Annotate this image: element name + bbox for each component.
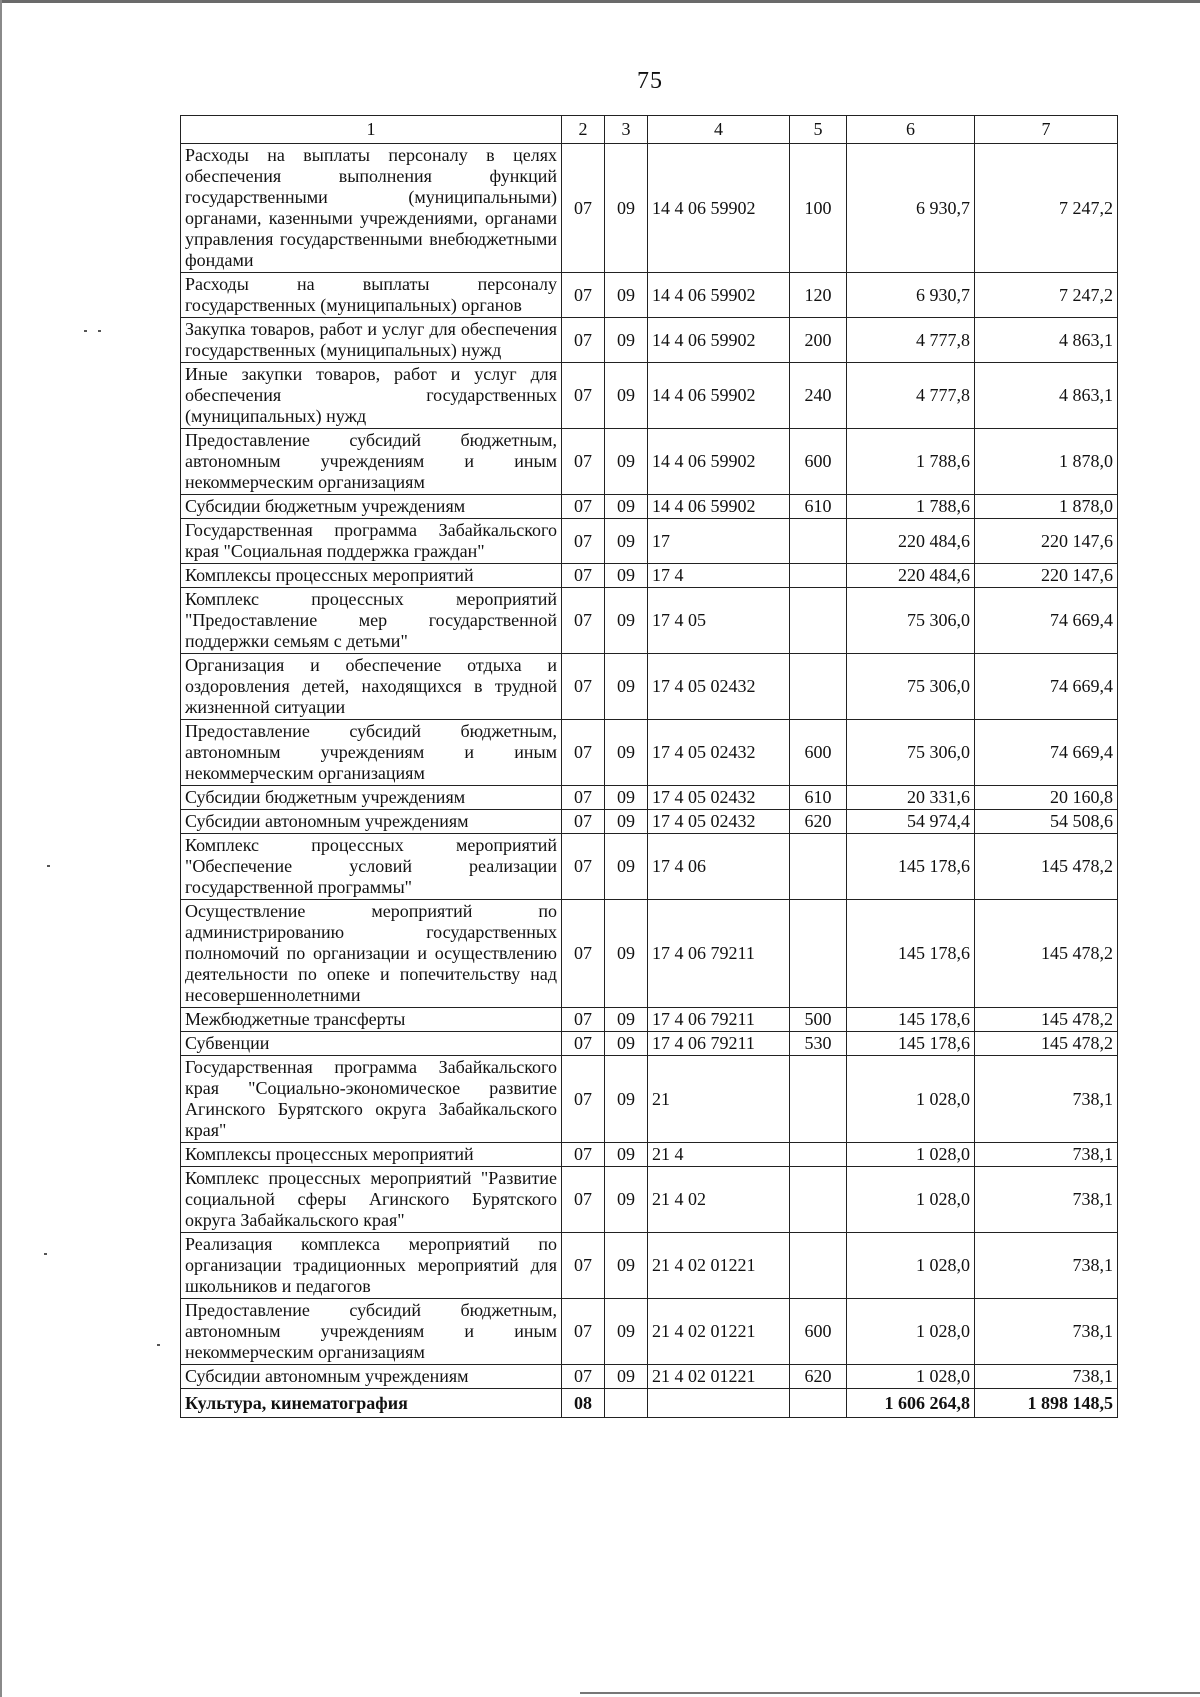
expense-type-code [790,519,847,564]
target-article-code: 17 4 05 02432 [648,654,790,720]
amount-col6: 75 306,0 [847,720,975,786]
section-code: 07 [562,1167,605,1233]
header-cell: 3 [605,116,648,144]
table-row [181,1143,1118,1167]
table-row [181,363,1118,429]
expense-type-code [790,900,847,1008]
row-name: Межбюджетные трансферты [181,1008,562,1032]
section-code: 07 [562,810,605,834]
row-name: Предоставление субсидий бюджетным, автономным учреждениям и иным некоммерческим организациям [181,1299,562,1365]
row-name: Субсидии бюджетным учреждениям [181,495,562,519]
subsection-code: 09 [605,564,648,588]
header-cell: 1 [181,116,562,144]
amount-col6: 1 028,0 [847,1233,975,1299]
target-article-code: 21 4 02 01221 [648,1233,790,1299]
subsection-code: 09 [605,1233,648,1299]
amount-col7: 738,1 [975,1143,1118,1167]
amount-col7: 7 247,2 [975,273,1118,318]
row-name: Субсидии автономным учреждениям [181,810,562,834]
table-row [181,1365,1118,1389]
scan-speck [84,330,87,332]
section-code: 07 [562,1032,605,1056]
row-name: Расходы на выплаты персоналу государственных (муниципальных) органов [181,273,562,318]
page-bottom-edge [580,1692,1200,1694]
amount-col6: 1 028,0 [847,1167,975,1233]
total-subsection-code [605,1389,648,1418]
total-section-code: 08 [562,1389,605,1418]
expense-type-code: 120 [790,273,847,318]
expense-type-code: 200 [790,318,847,363]
subsection-code: 09 [605,363,648,429]
expense-type-code [790,564,847,588]
expense-type-code: 530 [790,1032,847,1056]
section-code: 07 [562,1233,605,1299]
header-cell: 5 [790,116,847,144]
amount-col6: 4 777,8 [847,318,975,363]
total-expense-type [790,1389,847,1418]
table-header-row [181,116,1118,144]
table-row [181,654,1118,720]
expense-type-code: 610 [790,495,847,519]
amount-col7: 738,1 [975,1167,1118,1233]
section-code: 07 [562,1299,605,1365]
amount-col6: 220 484,6 [847,519,975,564]
section-code: 07 [562,363,605,429]
page-number: 75 [637,68,663,94]
table-row [181,1056,1118,1143]
table-row [181,834,1118,900]
table-row [181,318,1118,363]
subsection-code: 09 [605,1299,648,1365]
target-article-code: 21 4 02 01221 [648,1299,790,1365]
row-name: Организация и обеспечение отдыха и оздоровления детей, находящихся в трудной жизненной ситуации [181,654,562,720]
table-row [181,273,1118,318]
amount-col6: 145 178,6 [847,1032,975,1056]
amount-col7: 738,1 [975,1233,1118,1299]
target-article-code: 17 4 06 79211 [648,900,790,1008]
budget-table [180,115,1118,1418]
target-article-code: 17 4 05 02432 [648,720,790,786]
amount-col6: 1 028,0 [847,1299,975,1365]
amount-col6: 1 788,6 [847,495,975,519]
table-row [181,519,1118,564]
amount-col6: 75 306,0 [847,654,975,720]
table-row [181,786,1118,810]
subsection-code: 09 [605,1032,648,1056]
total-target-code [648,1389,790,1418]
section-code: 07 [562,429,605,495]
target-article-code: 17 4 [648,564,790,588]
amount-col6: 75 306,0 [847,588,975,654]
row-name: Иные закупки товаров, работ и услуг для обеспечения государственных (муниципальных) нужд [181,363,562,429]
section-code: 07 [562,318,605,363]
amount-col7: 738,1 [975,1056,1118,1143]
expense-type-code [790,1233,847,1299]
expense-type-code [790,654,847,720]
table-row [181,1008,1118,1032]
row-name: Комплексы процессных мероприятий [181,1143,562,1167]
table-row [181,144,1118,273]
section-code: 07 [562,834,605,900]
amount-col6: 1 028,0 [847,1143,975,1167]
target-article-code: 21 [648,1056,790,1143]
section-code: 07 [562,519,605,564]
target-article-code: 17 4 05 02432 [648,810,790,834]
amount-col6: 1 788,6 [847,429,975,495]
total-row [181,1389,1118,1418]
section-code: 07 [562,720,605,786]
row-name: Предоставление субсидий бюджетным, автономным учреждениям и иным некоммерческим организациям [181,429,562,495]
amount-col7: 74 669,4 [975,654,1118,720]
table-row [181,588,1118,654]
subsection-code: 09 [605,1056,648,1143]
subsection-code: 09 [605,786,648,810]
subsection-code: 09 [605,810,648,834]
amount-col7: 54 508,6 [975,810,1118,834]
table-row [181,720,1118,786]
table-row [181,1167,1118,1233]
target-article-code: 17 [648,519,790,564]
amount-col7: 1 878,0 [975,495,1118,519]
total-amount-col6: 1 606 264,8 [847,1389,975,1418]
section-code: 07 [562,900,605,1008]
amount-col6: 1 028,0 [847,1365,975,1389]
amount-col7: 7 247,2 [975,144,1118,273]
amount-col6: 6 930,7 [847,144,975,273]
target-article-code: 14 4 06 59902 [648,273,790,318]
section-code: 07 [562,144,605,273]
scan-speck [47,865,50,867]
table-row [181,810,1118,834]
table-row [181,1032,1118,1056]
amount-col7: 74 669,4 [975,588,1118,654]
expense-type-code: 620 [790,1365,847,1389]
row-name: Комплексы процессных мероприятий [181,564,562,588]
section-code: 07 [562,1143,605,1167]
expense-type-code: 600 [790,1299,847,1365]
amount-col7: 145 478,2 [975,900,1118,1008]
subsection-code: 09 [605,1167,648,1233]
expense-type-code [790,1167,847,1233]
table-body [181,144,1118,1389]
target-article-code: 14 4 06 59902 [648,495,790,519]
row-name: Комплекс процессных мероприятий "Обеспечение условий реализации государственной программы" [181,834,562,900]
subsection-code: 09 [605,900,648,1008]
section-code: 07 [562,588,605,654]
subsection-code: 09 [605,1143,648,1167]
amount-col6: 220 484,6 [847,564,975,588]
section-code: 07 [562,564,605,588]
amount-col6: 4 777,8 [847,363,975,429]
target-article-code: 17 4 06 79211 [648,1032,790,1056]
amount-col6: 145 178,6 [847,1008,975,1032]
subsection-code: 09 [605,273,648,318]
row-name: Расходы на выплаты персоналу в целях обеспечения выполнения функций государственными (муниципальными) органами, казенными учреждениями, органами управления государственными внебюджетными фондами [181,144,562,273]
table-row [181,429,1118,495]
row-name: Комплекс процессных мероприятий "Предоставление мер государственной поддержки семьям с детьми" [181,588,562,654]
expense-type-code: 500 [790,1008,847,1032]
subsection-code: 09 [605,834,648,900]
subsection-code: 09 [605,1008,648,1032]
amount-col7: 738,1 [975,1299,1118,1365]
scan-speck [44,1253,47,1255]
row-name: Государственная программа Забайкальского края "Социально-экономическое развитие Агинского Бурятского округа Забайкальского края" [181,1056,562,1143]
section-code: 07 [562,1365,605,1389]
amount-col7: 738,1 [975,1365,1118,1389]
amount-col7: 4 863,1 [975,363,1118,429]
target-article-code: 17 4 06 79211 [648,1008,790,1032]
expense-type-code: 620 [790,810,847,834]
section-code: 07 [562,1008,605,1032]
row-name: Государственная программа Забайкальского края "Социальная поддержка граждан" [181,519,562,564]
amount-col7: 1 878,0 [975,429,1118,495]
scan-speck [157,1344,160,1346]
section-code: 07 [562,786,605,810]
amount-col6: 1 028,0 [847,1056,975,1143]
table-row [181,1233,1118,1299]
amount-col7: 4 863,1 [975,318,1118,363]
table-row [181,900,1118,1008]
total-amount-col7: 1 898 148,5 [975,1389,1118,1418]
target-article-code: 14 4 06 59902 [648,318,790,363]
target-article-code: 17 4 05 [648,588,790,654]
header-cell: 6 [847,116,975,144]
expense-type-code: 600 [790,429,847,495]
amount-col6: 145 178,6 [847,900,975,1008]
expense-type-code: 240 [790,363,847,429]
page-left-edge [0,0,2,1697]
amount-col7: 20 160,8 [975,786,1118,810]
subsection-code: 09 [605,654,648,720]
subsection-code: 09 [605,720,648,786]
header-cell: 4 [648,116,790,144]
total-name: Культура, кинематография [181,1389,562,1418]
target-article-code: 14 4 06 59902 [648,363,790,429]
row-name: Комплекс процессных мероприятий "Развитие социальной сферы Агинского Бурятского округа Забайкальского края" [181,1167,562,1233]
target-article-code: 17 4 05 02432 [648,786,790,810]
expense-type-code: 600 [790,720,847,786]
expense-type-code [790,834,847,900]
row-name: Субвенции [181,1032,562,1056]
subsection-code: 09 [605,1365,648,1389]
table-row [181,1299,1118,1365]
amount-col7: 145 478,2 [975,1032,1118,1056]
amount-col6: 54 974,4 [847,810,975,834]
amount-col7: 74 669,4 [975,720,1118,786]
amount-col7: 220 147,6 [975,519,1118,564]
row-name: Осуществление мероприятий по администрированию государственных полномочий по организации и осуществлению деятельности по опеке и попечительству над несовершеннолетними [181,900,562,1008]
expense-type-code [790,1143,847,1167]
section-code: 07 [562,1056,605,1143]
row-name: Реализация комплекса мероприятий по организации традиционных мероприятий для школьников и педагогов [181,1233,562,1299]
subsection-code: 09 [605,429,648,495]
expense-type-code [790,588,847,654]
subsection-code: 09 [605,588,648,654]
section-code: 07 [562,495,605,519]
row-name: Закупка товаров, работ и услуг для обеспечения государственных (муниципальных) нужд [181,318,562,363]
target-article-code: 17 4 06 [648,834,790,900]
table-row [181,495,1118,519]
header-cell: 2 [562,116,605,144]
subsection-code: 09 [605,144,648,273]
subsection-code: 09 [605,318,648,363]
subsection-code: 09 [605,495,648,519]
table-row [181,564,1118,588]
section-code: 07 [562,654,605,720]
target-article-code: 21 4 02 [648,1167,790,1233]
target-article-code: 21 4 02 01221 [648,1365,790,1389]
scan-speck [98,330,101,332]
header-cell: 7 [975,116,1118,144]
target-article-code: 14 4 06 59902 [648,429,790,495]
amount-col7: 145 478,2 [975,834,1118,900]
amount-col7: 220 147,6 [975,564,1118,588]
row-name: Субсидии бюджетным учреждениям [181,786,562,810]
amount-col6: 145 178,6 [847,834,975,900]
amount-col6: 20 331,6 [847,786,975,810]
section-code: 07 [562,273,605,318]
expense-type-code [790,1056,847,1143]
target-article-code: 14 4 06 59902 [648,144,790,273]
amount-col6: 6 930,7 [847,273,975,318]
target-article-code: 21 4 [648,1143,790,1167]
expense-type-code: 610 [790,786,847,810]
subsection-code: 09 [605,519,648,564]
amount-col7: 145 478,2 [975,1008,1118,1032]
row-name: Предоставление субсидий бюджетным, автономным учреждениям и иным некоммерческим организациям [181,720,562,786]
row-name: Субсидии автономным учреждениям [181,1365,562,1389]
page-top-edge [0,0,1200,3]
expense-type-code: 100 [790,144,847,273]
